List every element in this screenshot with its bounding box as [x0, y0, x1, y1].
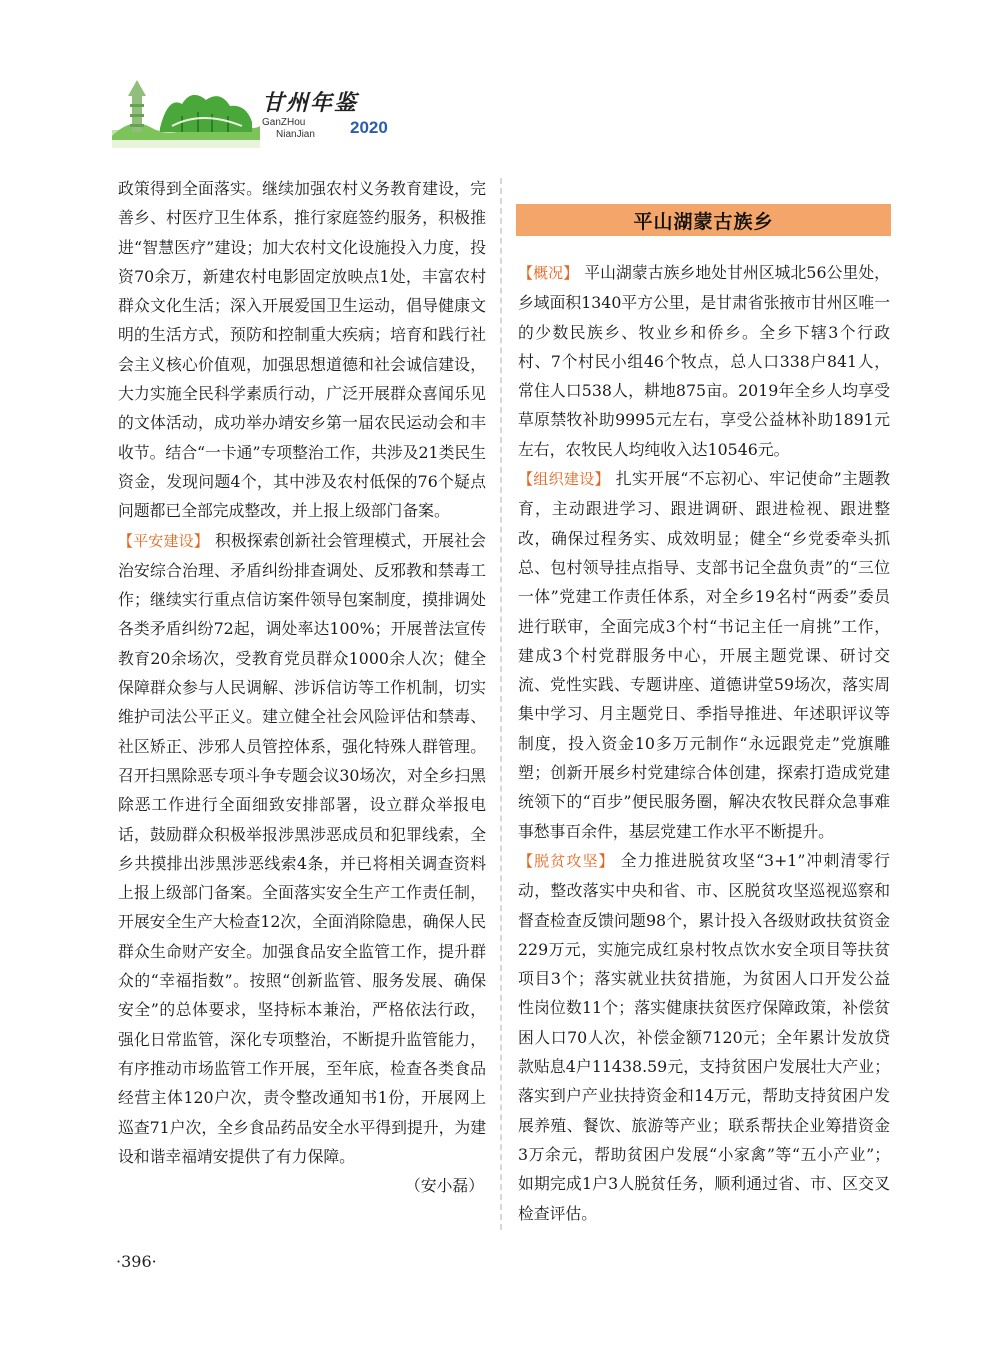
logo-year: 2020 [350, 118, 388, 137]
yearbook-header [112, 70, 432, 150]
logo-english-line1: GanZHou [262, 117, 306, 128]
organization-section [518, 464, 890, 846]
poverty-title: 【脱贫攻坚】 [518, 851, 615, 870]
safety-section-text: 积极探索创新社会管理模式，开展社会治安综合治理、矛盾纠纷排查调处、反邪教和禁毒工作；继续实行重点信访案件领导包案制度，摸排调处各类矛盾纠纷72起，调处率达100%；开展普法宣传教育20余场次，受教育党员群众1000余人次；健全保障群众参与人民调解、涉诉信访等工作机制，切实维护司法公平正义。建立健全社会风险评估和禁毒、社区矫正、涉邪人员管控体系，强化特殊人群管理。召开扫黑除恶专项斗争专题会议30场次，对全乡扫黑除恶工作进行全面细致安排部署，设立群众举报电话，鼓励群众积极举报涉黑涉恶成员和犯罪线索，全乡共摸排出涉黑涉恶线索4条，并已将相关调查资料上报上级部门备案。全面落实安全生产工作责任制，开展安全生产大检查12次，全面消除隐患，确保人民群众生命财产安全。加强食品安全监管工作，提升群众的“幸福指数”。按照“创新监管、服务发展、确保安全”的总体要求，坚持标本兼治，严格依法行政，强化日常监管，深化专项整治，不断提升监管能力，有序推动市场监管工作开展，至年底，检查各类食品经营主体120户次，责令整改通知书1份，开展网上巡查71户次，全乡食品药品安全水平得到提升，为建设和谐幸福靖安提供了有力保障。 [118, 530, 486, 1166]
poverty-section [518, 846, 890, 1228]
overview-text: 平山湖蒙古族乡地处甘州区城北56公里处，乡域面积1340平方公里，是甘肃省张掖市甘州区唯一的少数民族乡、牧业乡和侨乡。全乡下辖3个行政村、7个村民小组46个牧点，总人口338户841人，常住人口538人，耕地875亩。2019年全乡人均享受草原禁牧补助9995元左右，享受公益林补助1891元左右，农牧民人均纯收入达10546元。 [518, 263, 890, 459]
organization-title: 【组织建设】 [518, 470, 610, 489]
page-number: ·396· [116, 1252, 157, 1271]
section-banner: 平山湖蒙古族乡 [516, 204, 891, 236]
overview-section [518, 258, 890, 464]
safety-section [118, 526, 486, 1172]
right-column [518, 258, 890, 1228]
landscape-logo-icon [112, 76, 260, 148]
author-credit: （安小磊） [405, 1176, 484, 1196]
logo-english-line2: NianJian [276, 129, 315, 140]
poverty-text: 全力推进脱贫攻坚“3+1”冲刺清零行动，整改落实中央和省、市、区脱贫攻坚巡视巡察和督查检查反馈问题98个，累计投入各级财政扶贫资金229万元，实施完成红泉村牧点饮水安全项目等扶贫项目3个；落实就业扶贫措施，为贫困人口开发公益性岗位数11个；落实健康扶贫医疗保障政策，补偿贫困人口70人次，补偿金额7120元；全年累计发放贷款贴息4户11438.59元，支持贫困户发展壮大产业；落实到户产业扶持资金和14万元，帮助支持贫困户发展养殖、餐饮、旅游等产业；联系帮扶企业筹措资金3万余元，帮助贫困户发展“小家禽”等“五小产业”；如期完成1户3人脱贫任务，顺利通过省、市、区交叉检查评估。 [518, 850, 890, 1223]
safety-section-title: 【平安建设】 [118, 531, 209, 550]
column-divider [500, 178, 502, 1230]
left-column [118, 174, 486, 1200]
overview-title: 【概况】 [518, 264, 579, 282]
left-paragraph-1: 政策得到全面落实。继续加强农村义务教育建设，完善乡、村医疗卫生体系，推行家庭签约服务，积极推进“智慧医疗”建设；加大农村文化设施投入力度，投资70余万，新建农村电影固定放映点1处，丰富农村群众文化生活；深入开展爱国卫生运动，倡导健康文明的生活方式，预防和控制重大疾病；培育和践行社会主义核心价值观，加强思想道德和社会诚信建设，大力实施全民科学素质行动，广泛开展群众喜闻乐见的文体活动，成功举办靖安乡第一届农民运动会和丰收节。结合“一卡通”专项整治工作，共涉及21类民生资金，发现问题4个，其中涉及农村低保的76个疑点问题都已全部完成整改，并上报上级部门备案。 [118, 179, 486, 521]
organization-text: 扎实开展“不忘初心、牢记使命”主题教育，主动跟进学习、跟进调研、跟进检视、跟进整改，确保过程务实、成效明显；健全“乡党委牵头抓总、包村领导挂点指导、支部书记全盘负责”的“三位一体”党建工作责任体系，对全乡19名村“两委”委员进行联审，全面完成3个村“书记主任一肩挑”工作，建成3个村党群服务中心，开展主题党课、研讨交流、党性实践、专题讲座、道德讲堂59场次，落实周集中学习、月主题党日、季指导推进、年述职评议等制度，投入资金10多万元制作“永远跟党走”党旗雕塑；创新开展乡村党建综合体创建，探索打造成党建统领下的“百步”便民服务圈，解决农牧民群众急事难事愁事百余件，基层党建工作水平不断提升。 [518, 469, 890, 841]
logo-chinese-title: 甘州年鉴 [262, 90, 359, 116]
